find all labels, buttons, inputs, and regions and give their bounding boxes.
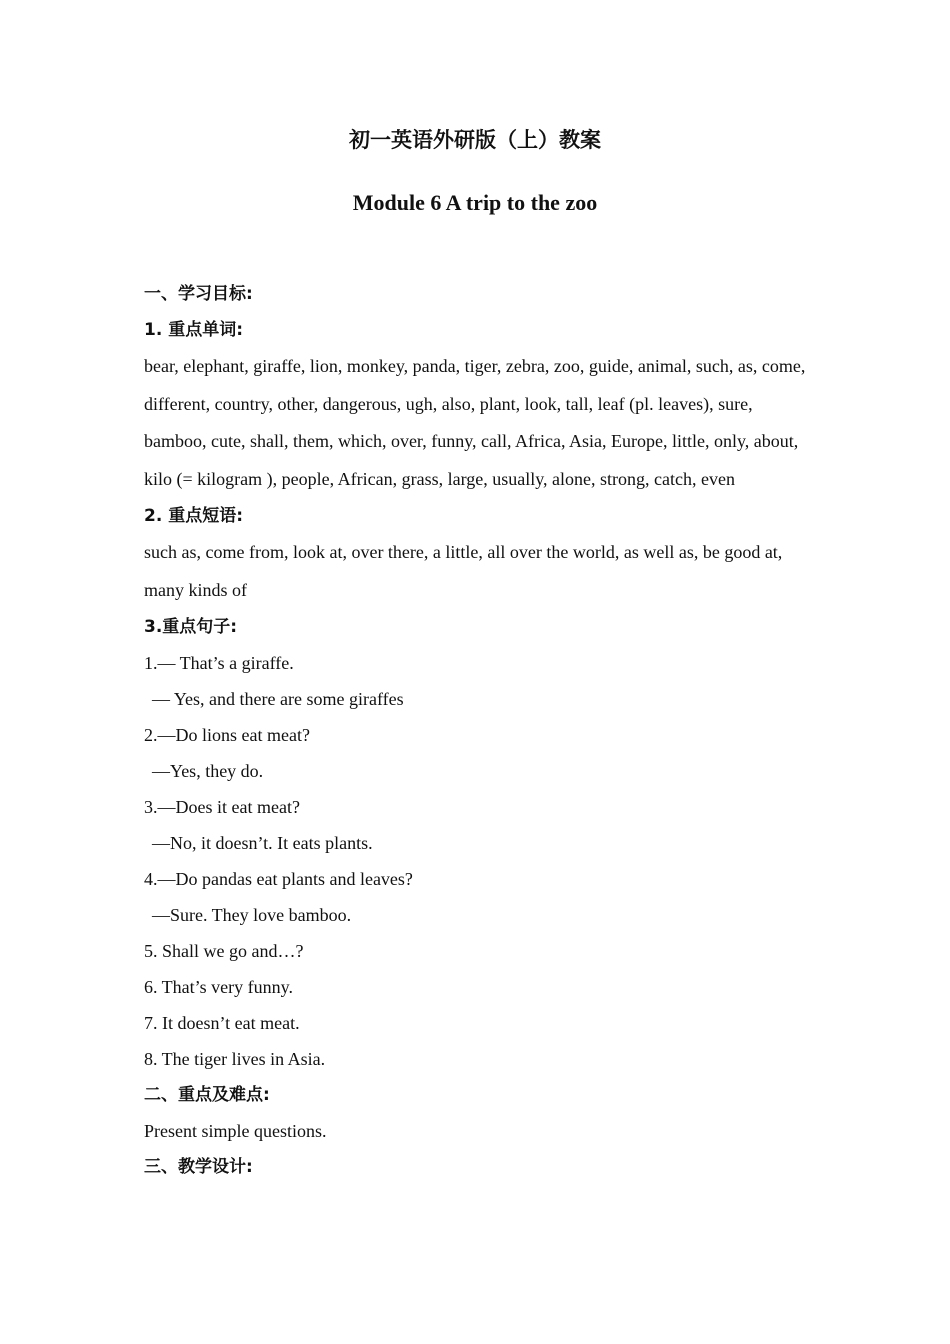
sentence-line: 4.—Do pandas eat plants and leaves?: [144, 869, 413, 889]
subheading-key-sentences: 3.重点句子:: [144, 617, 238, 637]
section-heading-teaching-design: 三、教学设计:: [144, 1157, 253, 1177]
module-subtitle: Module 6 A trip to the zoo: [352, 190, 598, 215]
section-heading-objectives: 一、学习目标:: [144, 284, 253, 304]
sentence-line: 8. The tiger lives in Asia.: [144, 1049, 326, 1069]
key-phrases-text: such as, come from, look at, over there, a little, all over the world, as well as, be good at, many kinds of: [144, 542, 783, 600]
section-heading-key-points: 二、重点及难点:: [144, 1085, 270, 1105]
subheading-key-phrases: 2. 重点短语:: [144, 506, 244, 526]
sentence-line: —Yes, they do.: [152, 761, 264, 781]
document-body: [144, 276, 814, 1185]
sentence-line: — Yes, and there are some giraffes: [152, 689, 404, 709]
sentence-line: 7. It doesn’t eat meat.: [144, 1013, 300, 1033]
key-points-text: Present simple questions.: [144, 1121, 327, 1141]
sentence-line: 6. That’s very funny.: [144, 977, 293, 997]
sentence-line: 3.—Does it eat meat?: [144, 797, 300, 817]
document-title: 初一英语外研版（上）教案: [349, 128, 601, 152]
sentence-line: —No, it doesn’t. It eats plants.: [152, 833, 373, 853]
sentence-line: 2.—Do lions eat meat?: [144, 725, 310, 745]
key-words-text: bear, elephant, giraffe, lion, monkey, panda, tiger, zebra, zoo, guide, animal, such, as, come, different, country, other, dangerous, ugh, also, plant, look, tall, leaf (pl. leaves), sure, bamboo, cute, shall, them, which, over, funny, call, Africa, Asia, Europe, little, only, about, kilo (= kilogram ), people, African, grass, large, usually, alone, strong, catch, even: [144, 356, 806, 489]
sentence-line: 1.— That’s a giraffe.: [144, 653, 294, 673]
sentence-line: —Sure. They love bamboo.: [152, 905, 352, 925]
sentence-line: 5. Shall we go and…?: [144, 941, 304, 961]
subheading-key-words: 1. 重点单词:: [144, 320, 244, 340]
